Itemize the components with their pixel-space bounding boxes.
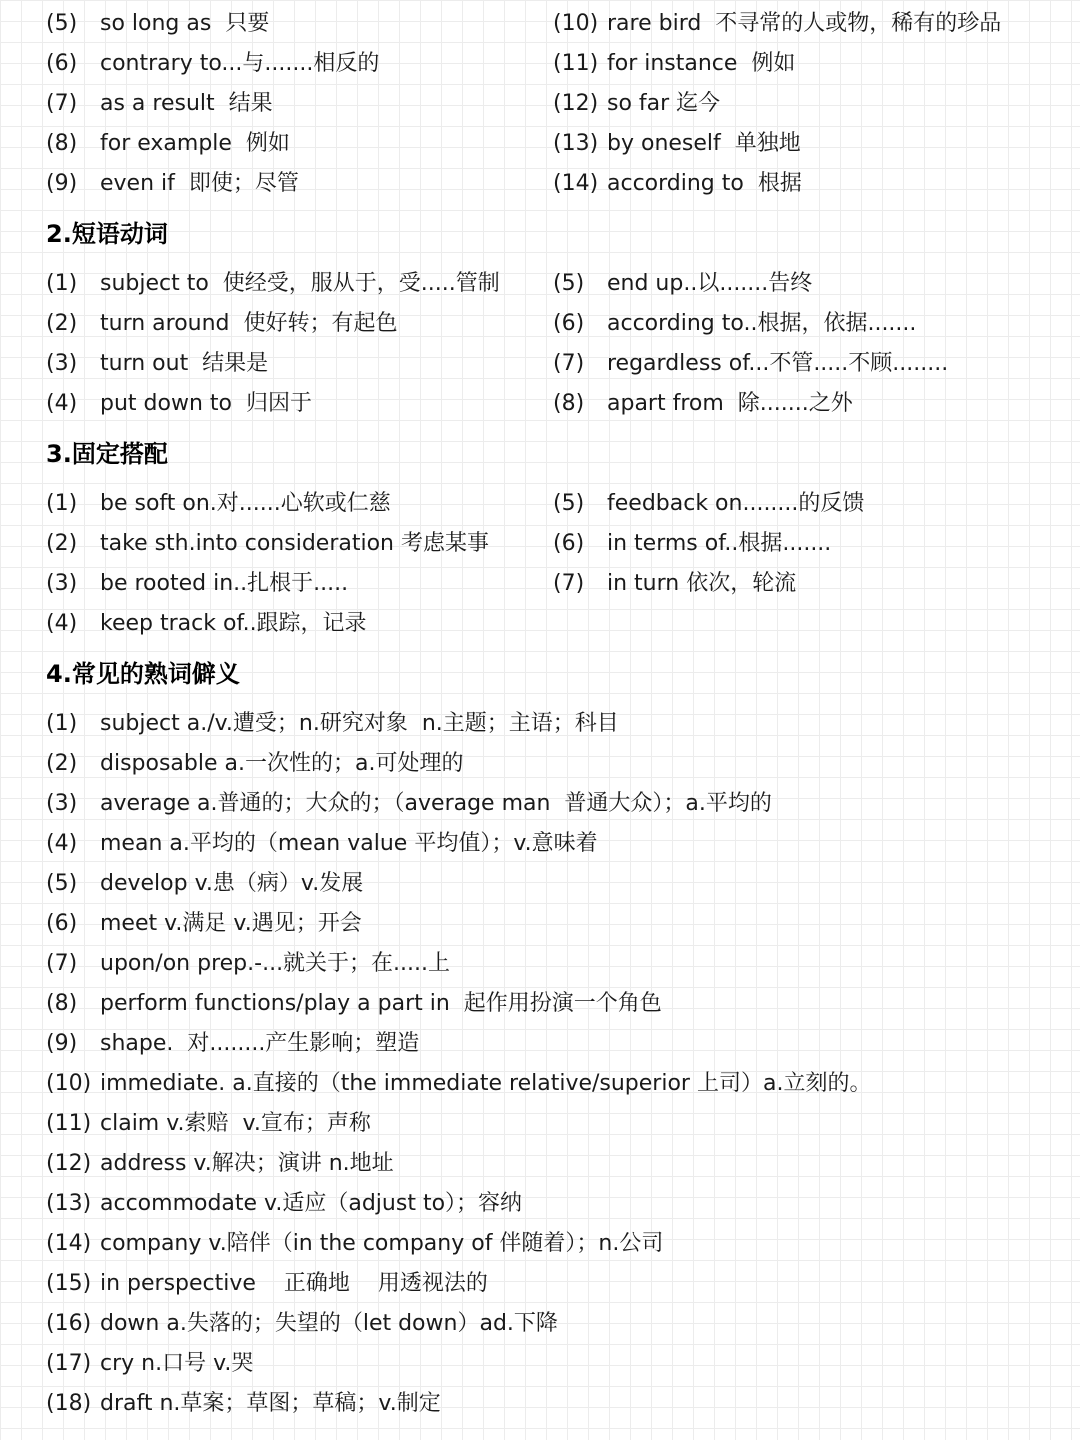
- item-number: (10): [46, 1071, 92, 1096]
- item-text: so long as 只要: [100, 11, 270, 36]
- item-text: turn around 使好转；有起色: [100, 311, 398, 336]
- item-text: in perspective 正确地 用透视法的: [100, 1271, 488, 1296]
- item-number: (7): [553, 351, 585, 376]
- item-number: (5): [553, 271, 585, 296]
- item-number: (4): [46, 611, 78, 636]
- item-text: in terms of..根据.......: [607, 531, 832, 556]
- item-number: (5): [553, 491, 585, 516]
- item-number: (1): [46, 711, 78, 736]
- item-text: regardless of...不管.....不顾........: [607, 351, 949, 376]
- item-text: draft n.草案；草图；草稿；v.制定: [100, 1391, 441, 1416]
- item-number: (7): [553, 571, 585, 596]
- item-number: (5): [46, 871, 78, 896]
- item-text: develop v.患（病）v.发展: [100, 871, 364, 896]
- item-text: put down to 归因于: [100, 391, 312, 416]
- item-text: subject a./v.遭受；n.研究对象 n.主题；主语；科目: [100, 711, 619, 736]
- item-text: accommodate v.适应（adjust to）；容纳: [100, 1191, 523, 1216]
- item-number: (14): [46, 1231, 92, 1256]
- item-text: feedback on........的反馈: [607, 491, 865, 516]
- item-number: (6): [553, 311, 585, 336]
- item-text: claim v.索赔 v.宣布；声称: [100, 1111, 371, 1136]
- item-number: (9): [46, 171, 78, 196]
- section-heading: 4.常见的熟词僻义: [46, 660, 240, 688]
- item-number: (3): [46, 791, 78, 816]
- item-text: disposable a.一次性的；a.可处理的: [100, 751, 464, 776]
- item-text: address v.解决；演讲 n.地址: [100, 1151, 394, 1176]
- item-text: company v.陪伴（in the company of 伴随着）；n.公司: [100, 1231, 664, 1256]
- item-text: mean a.平均的（mean value 平均值）；v.意味着: [100, 831, 598, 856]
- item-number: (7): [46, 91, 78, 116]
- item-number: (2): [46, 311, 78, 336]
- item-number: (1): [46, 491, 78, 516]
- item-text: for instance 例如: [607, 51, 796, 76]
- item-text: perform functions/play a part in 起作用扮演一个角色: [100, 991, 662, 1016]
- item-text: apart from 除.......之外: [607, 391, 853, 416]
- item-text: rare bird 不寻常的人或物，稀有的珍品: [607, 11, 1002, 36]
- item-text: meet v.满足 v.遇见；开会: [100, 911, 362, 936]
- item-number: (6): [553, 531, 585, 556]
- item-number: (15): [46, 1271, 92, 1296]
- item-text: contrary to...与.......相反的: [100, 51, 380, 76]
- item-number: (10): [553, 11, 599, 36]
- item-number: (12): [46, 1151, 92, 1176]
- item-number: (1): [46, 271, 78, 296]
- item-text: immediate. a.直接的（the immediate relative/superior 上司）a.立刻的。: [100, 1071, 872, 1096]
- item-text: shape. 对........产生影响；塑造: [100, 1031, 420, 1056]
- item-number: (8): [46, 991, 78, 1016]
- item-text: be rooted in..扎根于.....: [100, 571, 349, 596]
- item-number: (11): [553, 51, 599, 76]
- item-text: upon/on prep.-...就关于；在.....上: [100, 951, 451, 976]
- item-text: according to 根据: [607, 171, 802, 196]
- item-text: in turn 依次，轮流: [607, 571, 797, 596]
- item-number: (3): [46, 351, 78, 376]
- item-number: (6): [46, 911, 78, 936]
- item-number: (5): [46, 11, 78, 36]
- item-text: according to..根据，依据.......: [607, 311, 917, 336]
- item-number: (3): [46, 571, 78, 596]
- item-text: average a.普通的；大众的；（average man 普通大众）；a.平均的: [100, 791, 772, 816]
- item-text: down a.失落的；失望的（let down）ad.下降: [100, 1311, 558, 1336]
- item-number: (8): [553, 391, 585, 416]
- item-number: (2): [46, 751, 78, 776]
- item-text: be soft on.对......心软或仁慈: [100, 491, 391, 516]
- item-number: (2): [46, 531, 78, 556]
- item-text: keep track of..跟踪，记录: [100, 611, 367, 636]
- item-text: by oneself 单独地: [607, 131, 801, 156]
- section-heading: 2.短语动词: [46, 220, 168, 248]
- item-number: (6): [46, 51, 78, 76]
- item-text: subject to 使经受，服从于，受.....管制: [100, 271, 500, 296]
- item-number: (4): [46, 391, 78, 416]
- item-number: (8): [46, 131, 78, 156]
- item-text: for example 例如: [100, 131, 290, 156]
- item-text: end up..以.......告终: [607, 271, 813, 296]
- item-number: (17): [46, 1351, 92, 1376]
- item-number: (16): [46, 1311, 92, 1336]
- item-number: (7): [46, 951, 78, 976]
- item-number: (9): [46, 1031, 78, 1056]
- item-number: (13): [553, 131, 599, 156]
- item-text: even if 即使；尽管: [100, 171, 299, 196]
- item-text: so far 迄今: [607, 91, 721, 116]
- item-number: (18): [46, 1391, 92, 1416]
- section-heading: 3.固定搭配: [46, 440, 168, 468]
- item-number: (4): [46, 831, 78, 856]
- item-text: take sth.into consideration 考虑某事: [100, 531, 489, 556]
- item-number: (13): [46, 1191, 92, 1216]
- item-text: cry n.口号 v.哭: [100, 1351, 254, 1376]
- item-number: (14): [553, 171, 599, 196]
- item-number: (12): [553, 91, 599, 116]
- item-text: turn out 结果是: [100, 351, 269, 376]
- item-number: (11): [46, 1111, 92, 1136]
- item-text: as a result 结果: [100, 91, 273, 116]
